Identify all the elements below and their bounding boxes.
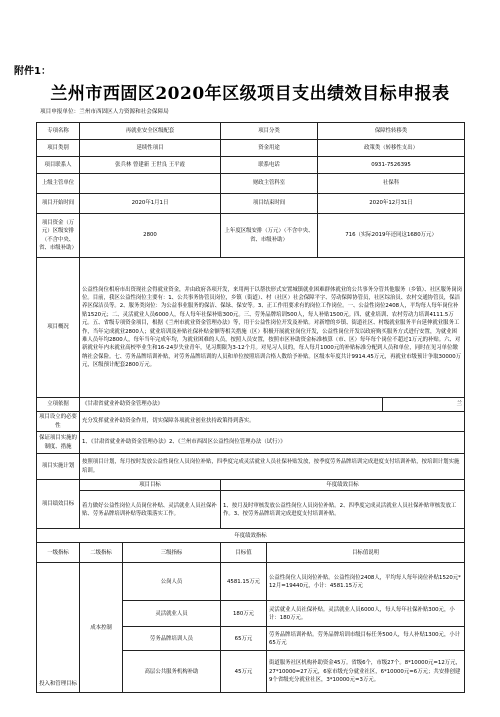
annual-goal-header: 年度绩效目标 <box>221 480 465 491</box>
special-name-value: 再就业安全区级配套 <box>80 123 221 140</box>
col-level1-header: 一级指标 <box>37 543 80 563</box>
end-date-value: 2020年12月31日 <box>318 194 465 214</box>
indicator-target: 65万元 <box>221 627 267 651</box>
col-desc-header: 目标值说明 <box>267 543 465 563</box>
col-target-header: 目标值 <box>221 543 267 563</box>
finance-office-label: 财政主管科室 <box>221 174 318 194</box>
last-year-funds-label: 上年度区级安排（万元）（不含中央、省、市级补助） <box>221 214 318 258</box>
indicators-section-header: 年度绩效指标 <box>37 529 465 543</box>
indicator-desc: 劳务品牌培训补贴。劳务品牌培训市级目标任务500人，每人补贴1300元，小计65万元 <box>267 627 465 651</box>
indicator-desc: 公益性岗位人员岗位补贴。公益性岗位2408人，平均每人每年岗位补贴1520元*12月=19440元，小计：4581.15万元 <box>267 563 465 601</box>
start-date-label: 项目开始时间 <box>37 194 80 214</box>
long-term-goal-text: 着力做好公益性岗位人员岗位补贴、灵活就业人员社保补贴、劳务品牌培训补贴等政策落实工作。 <box>80 491 221 529</box>
finance-office-value: 社保科 <box>318 174 465 194</box>
indicator-name: 灵活就业人员 <box>123 601 221 627</box>
goals-label: 项目绩效目标 <box>37 480 80 529</box>
indicator-desc: 灵活就业人员社保补贴。灵活就业人员6000人，每人每年社保补贴300元，小计：180万元。 <box>267 601 465 627</box>
overview-label: 项目概况 <box>37 258 80 398</box>
applicant-unit: 项目申报单位：兰州市西固区人力资源和社会保障局 <box>40 109 169 115</box>
implementation-label: 保证项目实施的制度、措施 <box>37 432 80 454</box>
col-level2-header: 二级指标 <box>80 543 123 563</box>
funds-value: 2800 <box>80 214 221 258</box>
indicator-name: 劳务品牌培训人员 <box>123 627 221 651</box>
supervisor-label: 上级主管单位 <box>37 174 80 194</box>
category-label: 项目分类 <box>221 123 318 140</box>
special-name-label: 专项名称 <box>37 123 80 140</box>
policy-basis-note: 兰 <box>383 398 465 412</box>
fund-use-value: 政策类（转移性支出） <box>318 140 465 157</box>
contact-label: 项目联系人 <box>37 157 80 174</box>
col-level3-header: 三级指标 <box>123 543 221 563</box>
indicator-desc: 街道服务社区机构补助资金45万。省级6个，市级27个。8*10000元=12万元，27*10000=27万元，6家市级充分就业社区，6*10000元=6万元；共安排创建9个省级充分就业社区，3*10000元=3万元。 <box>267 651 465 693</box>
indicator-level2: 成本控制 <box>80 563 123 693</box>
annual-goal-text: 1、按月及时审核发放公益性岗位人员岗位补贴。2、四季度完成灵活就业人员社保补贴审核发放工作。3、按劳务品牌培训完成进度支付培训补贴。 <box>221 491 465 529</box>
performance-form-table <box>36 122 465 693</box>
contact-value: 张兵林 曾建新 王世良 王平霞 <box>80 157 221 174</box>
indicator-target: 45万元 <box>221 651 267 693</box>
project-type-label: 项目类别 <box>37 140 80 157</box>
funds-label: 项目资金（万元）区级安排（不含中央、省、市级补助） <box>37 214 80 258</box>
implementation-plan-label: 项目实施计划 <box>37 454 80 480</box>
attachment-label: 附件1： <box>14 66 51 77</box>
supervisor-value <box>80 174 221 194</box>
implementation-text: 1、《甘肃省就业补助资金管理办法》2、《兰州市西固区公益性岗位管理办法（试行）》 <box>80 432 465 454</box>
project-type-value: 延续性项目 <box>80 140 221 157</box>
long-term-goal-header: 项目目标 <box>80 480 221 491</box>
indicator-name: 高层公共服务机构补助 <box>123 651 221 693</box>
indicator-target: 180万元 <box>221 601 267 627</box>
implementation-plan-text: 按照项目计划，每月按时发放公益性岗位人员岗位补贴，四季度完成灵活就业人员社保补贴发放，按季度劳务品牌培训完成进度支付培训补贴，按培训计划实施培训。 <box>80 454 465 480</box>
phone-value: 0931-7526395 <box>318 157 465 174</box>
page-title: 兰州市西固区2020年区级项目支出绩效目标申报表 <box>50 84 450 104</box>
necessity-text: 充分发挥就业补助资金作用，切实保障各项就业创业扶持政策得到落实。 <box>80 412 465 432</box>
end-date-label: 项目结束时间 <box>221 194 318 214</box>
indicator-level1: 投入和管理目标 <box>37 563 80 693</box>
overview-text: 公益性岗位相府市出资现社会得就业资金，并由政府各项开发，来用两于以帮扶形式安置城镇就业困难群体就业的公共事务分管其他服务（乡镇）、社区服务岗岗位。目前，我区公益性岗位主要有：1、公共事务协管员岗位，乡镇（街道）、村（社区）社会保障平字、劳动保障协管员，社区综治员、农村交通协管员，保洁养区保洁员等。2、服务类岗位：为公益事业服务的保洁、保绿、保安等。3、正工作用要求有的岗位工作岗位。一、公益性岗位2408人，平均每人每年岗位补贴1520元；二、灵活就业人员6000人，每人每年社保补贴300元。三、劳务品牌培训500人，每人补贴1500元。四、就业培训、农村劳动力培训4111.5万元。五、省级专项资金项目，根据《兰州市就业资金管理办法》等，用于公益性岗位开发及补贴。对新增的乡镇、街道社区、村级就业服务平台延伸就业服务工作，当年完成就业2800人；就业培训及补贴社保补贴金额等相关措施（区）积极开展就业岗位开发，公益性岗位开发以政府购买服务方式进行安置，为就业困难人员年均2800人，每年当年完成年均，为就业困难的人员，按照人员安置，按照市区补助资金标准核算（市、区）每年每个岗位不超过1万元的补贴。六、对新就业年内未就业高校毕业生和16-24岁失业青年，见习期限为3-12个月。对见习人员的，每人每月1000元的补贴标准分配到人员和单位，同时在见习单位缴纳社会保险。七、劳务品牌培训补贴，对劳务品牌培训的人员和单位按照培训合格人数给予补贴。区级本年度共计9914.45万元，再就业市级预计争取30000万元，区级预计配套2800万元。 <box>80 258 465 398</box>
indicator-target: 4581.15万元 <box>221 563 267 601</box>
phone-label: 联系电话 <box>221 157 318 174</box>
necessity-label: 项目设立的必要性 <box>37 412 80 432</box>
category-value: 保障性转移类 <box>318 123 465 140</box>
policy-basis-text: 《甘肃省就业补助资金管理办法》 <box>80 398 383 412</box>
fund-use-label: 资金用途 <box>221 140 318 157</box>
indicator-name: 公岗人员 <box>123 563 221 601</box>
start-date-value: 2020年1月1日 <box>80 194 221 214</box>
last-year-funds-value: 716（实际2019年还同这1680万元） <box>318 214 465 258</box>
policy-basis-label: 立项依据 <box>37 398 80 412</box>
